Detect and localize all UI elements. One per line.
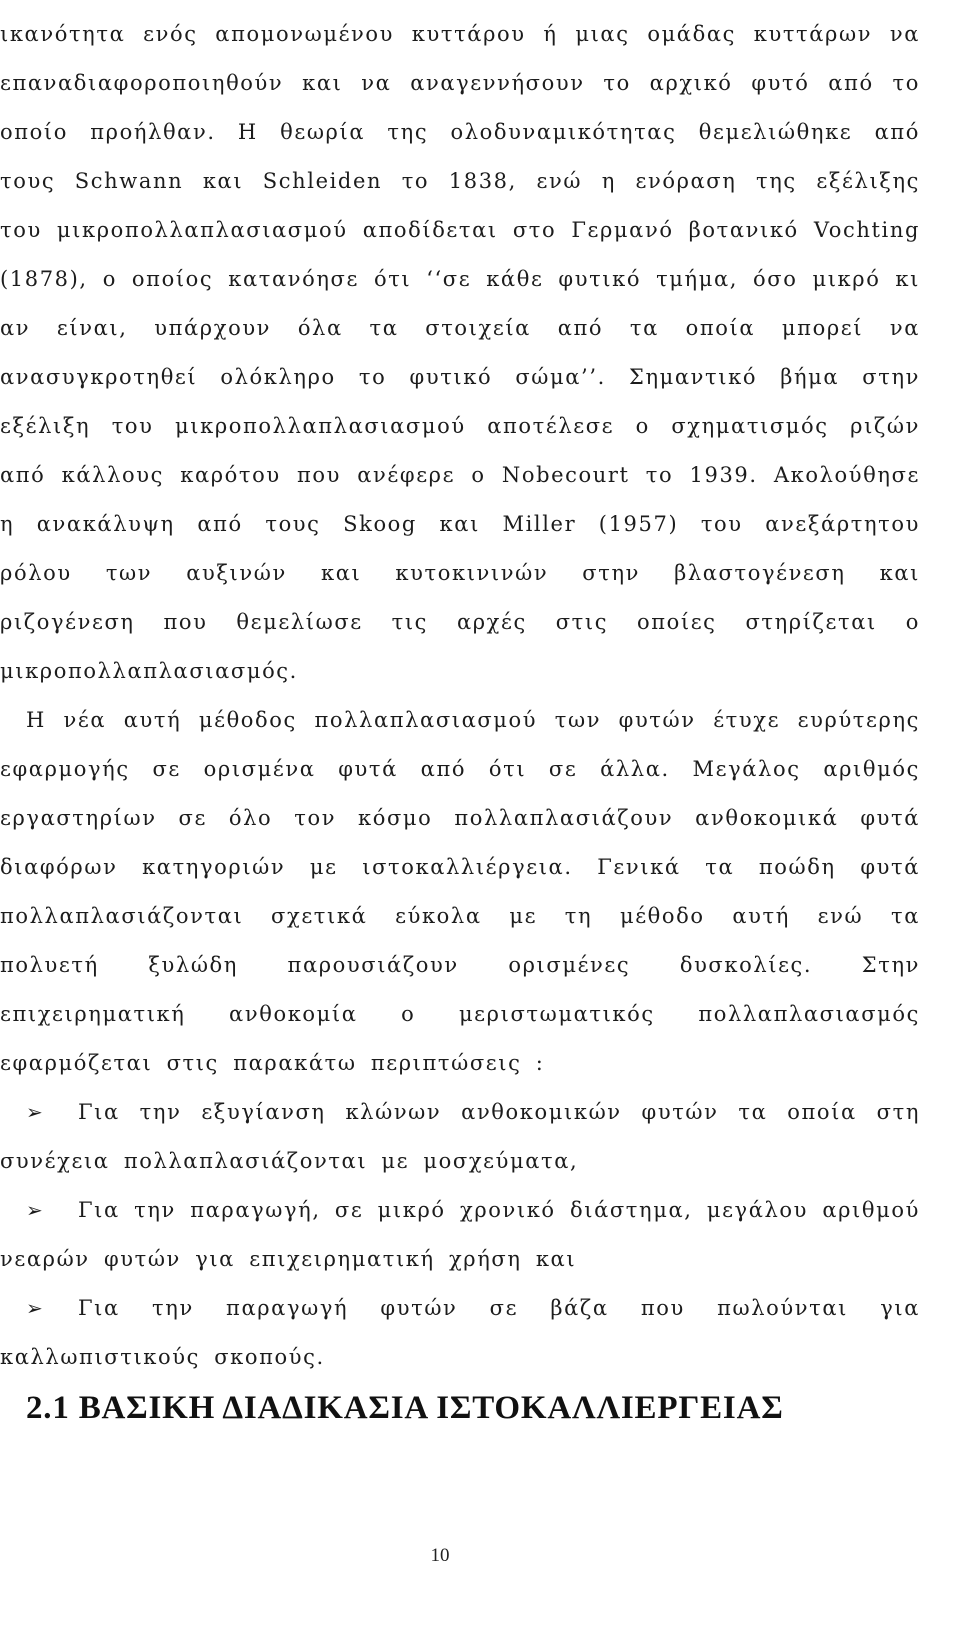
arrow-bullet-icon: ➢	[26, 1198, 43, 1222]
paragraph-applications: Η νέα αυτή μέθοδος πολλαπλασιασμού των φυτών έτυχε ευρύτερης εφαρμογής σε ορισμένα φυτά από ότι σε άλλα. Μεγάλος αριθμός εργαστηρίων σε όλο τον κόσμο πολλαπλασιάζουν ανθοκομικά φυτά διαφόρων κατηγοριών με ιστοκαλλιέργεια. Γενικά τα ποώδη φυτά πολλαπλασιάζονται σχετικά εύκολα με τη μέθοδο αυτή ενώ τα πολυετή ξυλώδη παρουσιάζουν ορισμένες δυσκολίες. Στην επιχειρηματική ανθοκομία ο μεριστωματικός πολλαπλασιασμός εφαρμόζεται στις παρακάτω περιπτώσεις :	[0, 708, 920, 1075]
arrow-bullet-icon: ➢	[26, 1100, 43, 1124]
paragraph-holism-history: ικανότητα ενός απομονωμένου κυττάρου ή μιας ομάδας κυττάρων να επαναδιαφοροποιηθούν και να αναγεννήσουν το αρχικό φυτό από το οποίο προήλθαν. Η θεωρία της ολοδυναμικότητας θεμελιώθηκε από τους Schwann και Schleiden το 1838, ενώ η ενόραση της εξέλιξης του μικροπολλαπλασιασμού αποδίδεται στο Γερμανό βοτανικό Vochting (1878), ο οποίος κατανόησε ότι ‘‘σε κάθε φυτικό τμήμα, όσο μικρό κι αν είναι, υπάρχουν όλα τα στοιχεία από τα οποία μπορεί να ανασυγκροτηθεί ολόκληρο το φυτικό σώμα’’. Σημαντικό βήμα στην εξέλιξη του μικροπολλαπλασιασμού αποτέλεσε ο σχηματισμός ριζών από κάλλους καρότου που ανέφερε ο Nobecourt το 1939. Ακολούθησε η ανακάλυψη από τους Skoog και Miller (1957) του ανεξάρτητου ρόλου των αυξινών και κυτοκινινών στην βλαστογένεση και ριζογένεση που θεμελίωσε τις αρχές στις οποίες στηρίζεται ο μικροπολλαπλασιασμός.	[0, 22, 920, 683]
list-item-text: Για την παραγωγή, σε μικρό χρονικό διάστημα, μεγάλου αριθμού νεαρών φυτών για επιχειρηματική χρήση και	[0, 1198, 920, 1271]
arrow-bullet-icon: ➢	[26, 1296, 43, 1320]
section-heading: 2.1 ΒΑΣΙΚΗ ΔΙΑΔΙΚΑΣΙΑ ΙΣΤΟΚΑΛΛΙΕΡΓΕΙΑΣ	[26, 1390, 784, 1426]
body-text	[0, 10, 920, 1382]
list-item	[0, 1088, 920, 1186]
list-item-text: Για την παραγωγή φυτών σε βάζα που πωλούνται για καλλωπιστικούς σκοπούς.	[0, 1296, 920, 1369]
list-item-text: Για την εξυγίανση κλώνων ανθοκομικών φυτών τα οποία στη συνέχεια πολλαπλασιάζονται με μοσχεύματα,	[0, 1100, 920, 1173]
list-item	[0, 1186, 920, 1284]
list-item	[0, 1284, 920, 1382]
page-number: 10	[430, 1545, 450, 1566]
